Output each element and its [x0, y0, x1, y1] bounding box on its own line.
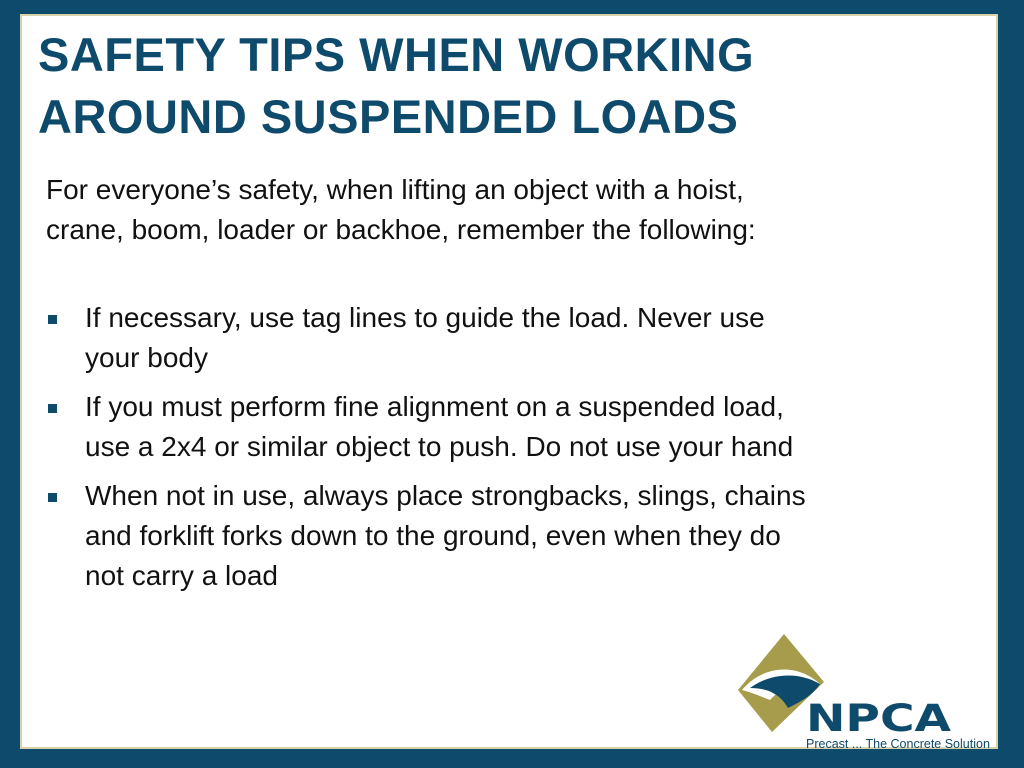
- bullet-line: When not in use, always place strongbacks, slings, chains: [85, 480, 806, 511]
- list-item: [46, 298, 976, 378]
- bullet-line: If necessary, use tag lines to guide the load. Never use: [85, 302, 765, 333]
- title-line-2: AROUND SUSPENDED LOADS: [38, 90, 739, 143]
- square-bullet-icon: [48, 315, 57, 324]
- slide-title: [38, 24, 978, 148]
- npca-logo: [726, 628, 998, 754]
- square-bullet-icon: [48, 404, 57, 413]
- intro-line-2: crane, boom, loader or backhoe, remember the following:: [46, 214, 756, 245]
- intro-text: [46, 170, 946, 250]
- intro-line-1: For everyone’s safety, when lifting an object with a hoist,: [46, 174, 744, 205]
- list-item: [46, 476, 976, 596]
- title-line-1: SAFETY TIPS WHEN WORKING: [38, 28, 755, 81]
- bullet-line: use a 2x4 or similar object to push. Do not use your hand: [85, 431, 794, 462]
- content-panel: [20, 14, 998, 749]
- square-bullet-icon: [48, 493, 57, 502]
- npca-logo-mark: [726, 628, 998, 754]
- bullet-line: your body: [85, 342, 208, 373]
- logo-tagline: Precast ... The Concrete Solution: [806, 737, 990, 751]
- logo-wordmark: NPCA: [806, 697, 952, 740]
- safety-tips-list: [46, 298, 976, 605]
- bullet-line: If you must perform fine alignment on a suspended load,: [85, 391, 784, 422]
- bullet-line: not carry a load: [85, 560, 278, 591]
- list-item: [46, 387, 976, 467]
- bullet-line: and forklift forks down to the ground, even when they do: [85, 520, 781, 551]
